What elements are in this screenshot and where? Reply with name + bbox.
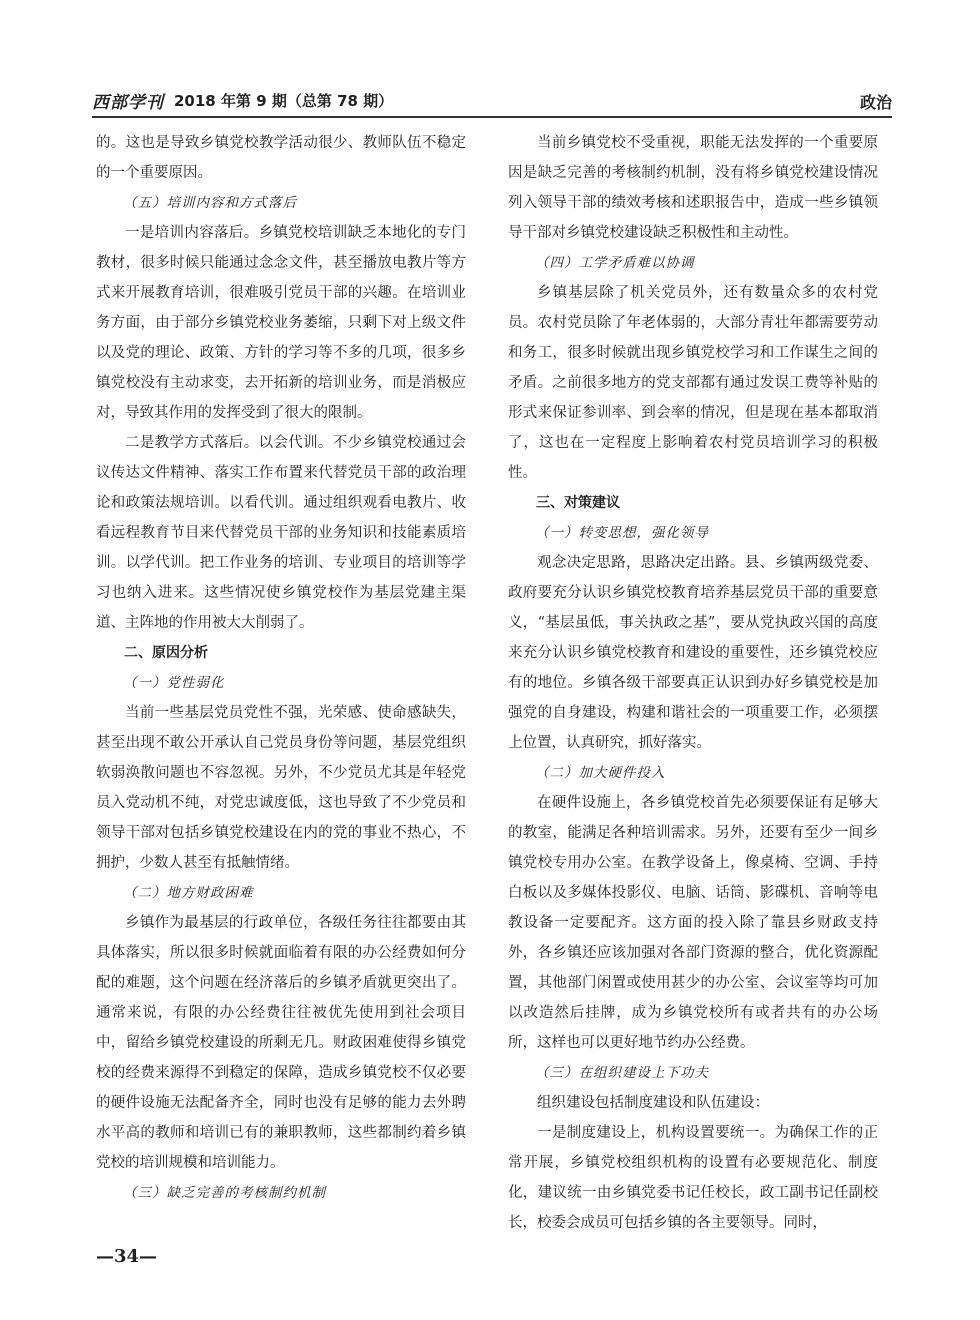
subheading: （五）培训内容和方式落后 <box>123 195 297 211</box>
section-heading: 三、对策建议 <box>536 495 620 511</box>
journal-name: 西部学刊 <box>92 93 164 113</box>
subheading: （二）加大硬件投入 <box>535 765 666 781</box>
section-label: 政治 <box>859 93 892 112</box>
header-rule <box>92 116 892 118</box>
paragraph: 当前乡镇党校不受重视，职能无法发挥的一个重要原因是缺乏完善的考核制约机制，没有将乡镇党校建设情况列入领导干部的绩效考核和述职报告中，造成一些乡镇领导干部对乡镇党校建设缺乏积极性和主动性。 <box>508 135 878 241</box>
subheading: （三）缺乏完善的考核制约机制 <box>123 1185 326 1201</box>
section-heading: 二、原因分析 <box>124 645 208 661</box>
subheading: （三）在组织建设上下功夫 <box>535 1065 709 1081</box>
paragraph: 一是制度建设上，机构设置要统一。为确保工作的正常开展，乡镇党校组织机构的设置有必要规范化、制度化，建议统一由乡镇党委书记任校长，政工副书记任副校长，校委会成员可包括乡镇的各主要领导。同时， <box>508 1125 878 1231</box>
subheading: （二）地方财政困难 <box>123 885 254 901</box>
paragraph: 一是培训内容落后。乡镇党校培训缺乏本地化的专门教材，很多时候只能通过念念文件，甚至播放电教片等方式来开展教育培训，很难吸引党员干部的兴趣。在培训业务方面，由于部分乡镇党校业务萎缩，只剩下对上级文件以及党的理论、政策、方针的学习等不多的几项，很多乡镇党校没有主动求变，去开拓新的培训业务，而是消极应对，导致其作用的发挥受到了很大的限制。 <box>96 225 466 421</box>
paragraph: 组织建设包括制度建设和队伍建设： <box>537 1095 769 1111</box>
paragraph: 的。这也是导致乡镇党校教学活动很少、教师队伍不稳定的一个重要原因。 <box>96 135 466 181</box>
left-column <box>96 128 466 1208</box>
right-column <box>508 128 878 1238</box>
paragraph: 乡镇基层除了机关党员外，还有数量众多的农村党员。农村党员除了年老体弱的，大部分青壮年都需要劳动和务工，很多时候就出现乡镇党校学习和工作谋生之间的矛盾。之前很多地方的党支部都有通过发误工费等补贴的形式来保证参训率、到会率的情况，但是现在基本都取消了，这也在一定程度上影响着农村党员培训学习的积极性。 <box>508 285 878 481</box>
paragraph: 二是教学方式落后。以会代训。不少乡镇党校通过会议传达文件精神、落实工作布置来代替党员干部的政治理论和政策法规培训。以看代训。通过组织观看电教片、收看远程教育节目来代替党员干部的业务知识和技能素质培训。以学代训。把工作业务的培训、专业项目的培训等学习也纳入进来。这些情况使乡镇党校作为基层党建主渠道、主阵地的作用被大大削弱了。 <box>96 435 466 631</box>
paragraph: 在硬件设施上，各乡镇党校首先必须要保证有足够大的教室，能满足各种培训需求。另外，还要有至少一间乡镇党校专用办公室。在教学设备上，像桌椅、空调、手持白板以及多媒体投影仪、电脑、话筒、影碟机、音响等电教设备一定要配齐。这方面的投入除了靠县乡财政支持外，各乡镇还应该加强对各部门资源的整合，优化资源配置，其他部门闲置或使用甚少的办公室、会议室等均可加以改造然后挂牌，成为乡镇党校所有或者共有的办公场所，这样也可以更好地节约办公经费。 <box>508 795 878 1051</box>
paragraph: 乡镇作为最基层的行政单位，各级任务往往都要由其具体落实，所以很多时候就面临着有限的办公经费如何分配的难题，这个问题在经济落后的乡镇矛盾就更突出了。通常来说，有限的办公经费往往被优先使用到社会项目中，留给乡镇党校建设的所剩无几。财政困难使得乡镇党校的经费来源得不到稳定的保障，造成乡镇党校不仅必要的硬件设施无法配备齐全，同时也没有足够的能力去外聘水平高的教师和培训已有的兼职教师，这些都制约着乡镇党校的培训规模和培训能力。 <box>96 915 466 1171</box>
subheading: （一）转变思想，强化领导 <box>535 525 709 541</box>
paragraph: 观念决定思路，思路决定出路。县、乡镇两级党委、政府要充分认识乡镇党校教育培养基层党员干部的重要意义，“基层虽低，事关执政之基”，要从党执政兴国的高度来充分认识乡镇党校教育和建设的重要性，还乡镇党校应有的地位。乡镇各级干部要真正认识到办好乡镇党校是加强党的自身建设，构建和谐社会的一项重要工作，必须摆上位置，认真研究，抓好落实。 <box>508 555 878 751</box>
subheading: （一）党性弱化 <box>123 675 225 691</box>
paragraph: 当前一些基层党员党性不强，光荣感、使命感缺失，甚至出现不敢公开承认自己党员身份等问题，基层党组织软弱涣散问题也不容忽视。另外，不少党员尤其是年轻党员入党动机不纯，对党忠诚度低，这也导致了不少党员和领导干部对包括乡镇党校建设在内的党的事业不热心，不拥护，少数人甚至有抵触情绪。 <box>96 705 466 871</box>
subheading: （四）工学矛盾难以协调 <box>535 255 695 271</box>
page-number: —34— <box>96 1246 158 1267</box>
issue-info: 2018 年第 9 期（总第 78 期） <box>174 92 394 110</box>
running-header <box>92 84 892 116</box>
